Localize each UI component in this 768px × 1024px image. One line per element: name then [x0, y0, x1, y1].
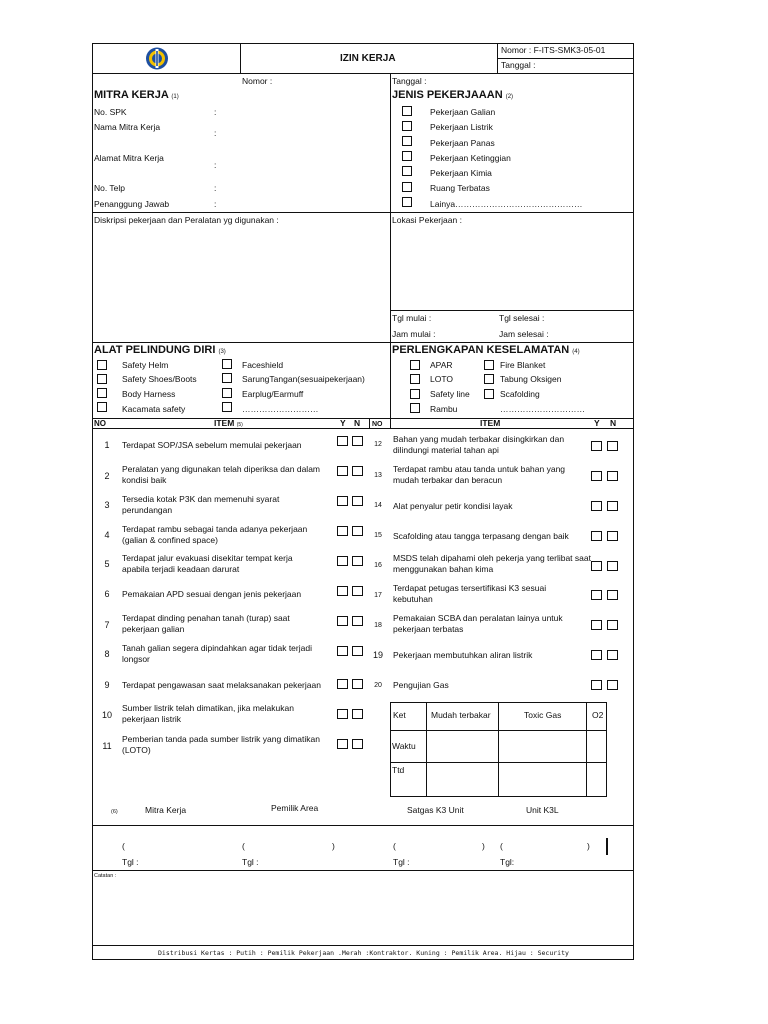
- mitra-colon: :: [214, 160, 217, 170]
- jam-mulai[interactable]: Jam mulai :: [392, 329, 436, 339]
- jenis-checkbox[interactable]: [402, 182, 412, 192]
- signature-date[interactable]: Tgl :: [393, 857, 410, 867]
- checklist-y-header: Y: [340, 418, 346, 428]
- checklist-item-text: Tersedia kotak P3K dan memenuhi syarat perundangan: [122, 494, 280, 515]
- apd-checkbox[interactable]: [97, 388, 107, 398]
- checkbox-no[interactable]: [352, 526, 363, 536]
- checklist-n-header: N: [354, 418, 361, 428]
- perlengkapan-label: LOTO: [430, 374, 453, 384]
- mitra-colon: :: [214, 128, 217, 138]
- form-date-label: Tanggal :: [501, 60, 536, 70]
- checklist-item-text: Alat penyalur petir kondisi layak: [393, 501, 513, 511]
- perlengkapan-label: Safety line: [430, 389, 470, 399]
- perlengkapan-checkbox[interactable]: [410, 403, 420, 413]
- signature-date[interactable]: Tgl :: [242, 857, 259, 867]
- checkbox-no[interactable]: [607, 471, 618, 481]
- checklist-item-header: ITEM (5): [214, 418, 243, 428]
- apd-label: Body Harness: [122, 389, 176, 399]
- apd-label: ………………………: [242, 404, 319, 414]
- checkbox-no[interactable]: [607, 501, 618, 511]
- perlengkapan-label: Tabung Oksigen: [500, 374, 562, 384]
- apd-checkbox[interactable]: [222, 359, 232, 369]
- signature-label-mitra: Mitra Kerja: [145, 805, 187, 815]
- waktu-divider: [390, 310, 634, 311]
- checklist-no-header: NO: [372, 421, 383, 428]
- signature-close-paren: ): [332, 841, 335, 851]
- signature-num: (6): [111, 809, 118, 815]
- checkbox-yes[interactable]: [591, 441, 602, 451]
- jenis-label: Lainya………………………………………: [430, 199, 583, 209]
- perlengkapan-label: Fire Blanket: [500, 360, 546, 370]
- checklist-item-text: Terdapat petugas tersertifikasi K3 sesuai kebutuhan: [393, 583, 547, 604]
- checklist-item-text: Terdapat SOP/JSA sebelum memulai pekerjaan: [122, 440, 302, 450]
- mitra-heading: MITRA KERJA (1): [94, 89, 179, 101]
- gas-header-o2: O2: [592, 710, 604, 720]
- checklist-no: 11: [102, 741, 112, 751]
- checklist-no: 13: [374, 472, 382, 479]
- jenis-label: Pekerjaan Listrik: [430, 122, 493, 132]
- mitra-field-telp[interactable]: No. Telp: [94, 183, 126, 193]
- mitra-field-pj[interactable]: Penanggung Jawab: [94, 199, 170, 209]
- mitra-colon: :: [214, 107, 217, 117]
- checklist-no: 19: [372, 650, 383, 660]
- jenis-label: Ruang Terbatas: [430, 183, 490, 193]
- checkbox-no[interactable]: [607, 590, 618, 600]
- gas-header-flammable: Mudah terbakar: [431, 710, 491, 720]
- checklist-item-text: Pemberian tanda pada sumber listrik yang dimatikan (LOTO): [122, 734, 320, 755]
- checklist-item-text: Terdapat rambu sebagai tanda adanya pekerjaan (galian & confined space): [122, 524, 308, 545]
- checkbox-no[interactable]: [607, 650, 618, 660]
- checklist-no: 7: [104, 620, 110, 630]
- apd-checkbox[interactable]: [222, 373, 232, 383]
- checkbox-no[interactable]: [607, 531, 618, 541]
- checkbox-yes[interactable]: [337, 496, 348, 506]
- checklist-header-bottom: [92, 428, 634, 429]
- perlengkapan-label: APAR: [430, 360, 453, 370]
- signature-close-paren: ): [587, 841, 590, 851]
- apd-checkbox[interactable]: [222, 388, 232, 398]
- checklist-no: 2: [104, 471, 110, 481]
- checkbox-yes[interactable]: [337, 739, 348, 749]
- signature-label-pemilik: Pemilik Area: [271, 803, 319, 813]
- its-logo: [144, 46, 170, 71]
- checklist-no: 9: [104, 680, 110, 690]
- checklist-no: 14: [374, 502, 382, 509]
- checklist-no-header: NO: [94, 419, 106, 428]
- gas-col: [498, 702, 499, 797]
- checkbox-no[interactable]: [607, 561, 618, 571]
- checkbox-yes[interactable]: [337, 436, 348, 446]
- checklist-item-text: Scafolding atau tangga terpasang dengan baik: [393, 531, 569, 541]
- catatan-label[interactable]: Catatan :: [94, 873, 117, 879]
- jenis-checkbox[interactable]: [402, 106, 412, 116]
- gas-row-ttd: Ttd: [392, 765, 405, 775]
- checklist-item-text: Terdapat pengawasan saat melaksanakan pekerjaan: [122, 680, 321, 690]
- apd-label: Earplug/Earmuff: [242, 389, 304, 399]
- checklist-no: 8: [104, 649, 110, 659]
- jenis-checkbox[interactable]: [402, 197, 412, 207]
- gas-row: [390, 762, 607, 763]
- form-title: IZIN KERJA: [340, 53, 396, 64]
- checklist-no: 20: [374, 682, 382, 689]
- jenis-label: Pekerjaan Ketinggian: [430, 153, 511, 163]
- signature-open-paren: (: [242, 841, 245, 851]
- perlengkapan-checkbox[interactable]: [484, 360, 494, 370]
- checkbox-yes[interactable]: [337, 586, 348, 596]
- checklist-n-header: N: [610, 418, 617, 428]
- header-divider: [92, 73, 634, 74]
- checklist-item-text: MSDS telah dipahami oleh pekerja yang terlibat saat menggunakan bahan kima: [393, 553, 591, 574]
- tanggal-field[interactable]: Tanggal :: [392, 76, 427, 86]
- distribution-note: Distribusi Kertas : Putih : Pemilik Pekerjaan .Merah :Kontraktor. Kuning : Pemilik Area. Hijau : Security: [158, 949, 569, 957]
- perlengkapan-heading: PERLENGKAPAN KESELAMATAN (4): [392, 344, 580, 356]
- checkbox-yes[interactable]: [337, 709, 348, 719]
- tgl-selesai[interactable]: Tgl selesai :: [499, 313, 545, 323]
- checkbox-no[interactable]: [607, 620, 618, 630]
- perlengkapan-label: …………………………: [500, 404, 585, 414]
- jenis-label: Pekerjaan Panas: [430, 138, 495, 148]
- checkbox-no[interactable]: [352, 709, 363, 719]
- checkbox-yes[interactable]: [337, 556, 348, 566]
- checklist-no: 12: [374, 441, 382, 448]
- perlengkapan-checkbox[interactable]: [484, 389, 494, 399]
- perlengkapan-checkbox[interactable]: [410, 360, 420, 370]
- apd-label: Faceshield: [242, 360, 284, 370]
- jenis-label: Pekerjaan Kimia: [430, 168, 492, 178]
- checklist-item-text: Pemakaian APD sesuai dengan jenis pekerjaan: [122, 589, 302, 599]
- checklist-no: 5: [104, 559, 110, 569]
- gas-row: [390, 730, 607, 731]
- gas-col: [426, 702, 427, 797]
- gas-row-waktu: Waktu: [392, 741, 416, 751]
- jam-selesai[interactable]: Jam selesai :: [499, 329, 549, 339]
- jenis-checkbox[interactable]: [402, 166, 412, 176]
- tgl-mulai[interactable]: Tgl mulai :: [392, 313, 432, 323]
- checklist-item-text: Sumber listrik telah dimatikan, jika melakukan pekerjaan listrik: [122, 703, 294, 724]
- checkbox-yes[interactable]: [337, 466, 348, 476]
- signature-date[interactable]: Tgl:: [500, 857, 515, 867]
- nomor-field[interactable]: Nomor :: [242, 76, 273, 86]
- checkbox-no[interactable]: [352, 679, 363, 689]
- checklist-item-text: Terdapat rambu atau tanda untuk bahan yang mudah terbakar dan beracun: [393, 464, 566, 485]
- jenis-checkbox[interactable]: [402, 121, 412, 131]
- jenis-label: Pekerjaan Galian: [430, 107, 496, 117]
- apd-checkbox[interactable]: [97, 374, 107, 384]
- checkbox-no[interactable]: [352, 496, 363, 506]
- mitra-field-alamat[interactable]: Alamat Mitra Kerja: [94, 153, 164, 163]
- checklist-item-text: Terdapat jalur evakuasi disekitar tempat kerja apabila terjadi keadaan darurat: [122, 553, 293, 574]
- lokasi-label[interactable]: Lokasi Pekerjaan :: [392, 215, 462, 225]
- checklist-item-text: Bahan yang mudah terbakar disingkirkan dan dilindungi material tahan api: [393, 434, 565, 455]
- signature-label-satgas: Satgas K3 Unit: [407, 805, 464, 815]
- checkbox-no[interactable]: [352, 586, 363, 596]
- signature-divider: [92, 825, 634, 826]
- checklist-no: 16: [374, 562, 382, 569]
- gas-header-toxic: Toxic Gas: [524, 710, 562, 720]
- apd-label: SarungTangan(sesuaipekerjaan): [242, 374, 365, 384]
- checkbox-no[interactable]: [352, 556, 363, 566]
- header-row-split: [497, 58, 634, 59]
- apd-label: Kacamata safety: [122, 404, 186, 414]
- apd-checkbox[interactable]: [97, 360, 107, 370]
- apd-label: Safety Shoes/Boots: [122, 374, 197, 384]
- checkbox-no[interactable]: [352, 436, 363, 446]
- jenis-checkbox[interactable]: [402, 136, 412, 146]
- checkbox-no[interactable]: [352, 739, 363, 749]
- checklist-divider: [92, 418, 634, 419]
- jenis-checkbox[interactable]: [402, 151, 412, 161]
- section-divider: [92, 342, 634, 343]
- signature-close-paren: ): [482, 841, 485, 851]
- checklist-item-text: Pengujian Gas: [393, 680, 449, 690]
- perlengkapan-checkbox[interactable]: [410, 374, 420, 384]
- footer-divider: [92, 945, 634, 946]
- signature-open-paren: (: [500, 841, 503, 851]
- checklist-item-text: Terdapat dinding penahan tanah (turap) saat pekerjaan galian: [122, 613, 290, 634]
- checklist-item-text: Peralatan yang digunakan telah diperiksa dan dalam kondisi baik: [122, 464, 320, 485]
- checkbox-no[interactable]: [607, 441, 618, 451]
- checkbox-yes[interactable]: [591, 561, 602, 571]
- checkbox-no[interactable]: [352, 616, 363, 626]
- perlengkapan-label: Rambu: [430, 404, 458, 414]
- perlengkapan-label: Scafolding: [500, 389, 540, 399]
- checkbox-no[interactable]: [352, 466, 363, 476]
- checklist-col-divider: [390, 418, 391, 428]
- form-number-label: Nomor : F-ITS-SMK3-05-01: [501, 45, 606, 55]
- gas-header-ket: Ket: [393, 710, 406, 720]
- checklist-item-text: Tanah galian segera dipindahkan agar tidak terjadi longsor: [122, 643, 312, 664]
- deskripsi-label[interactable]: Diskripsi pekerjaan dan Peralatan yg digunakan :: [94, 215, 279, 225]
- gas-col: [586, 702, 587, 797]
- apd-label: Safety Helm: [122, 360, 169, 370]
- jenis-heading: JENIS PEKERJAAAN (2): [392, 89, 514, 101]
- mitra-field-nama[interactable]: Nama Mitra Kerja: [94, 122, 161, 132]
- mitra-colon: :: [214, 199, 217, 209]
- mitra-field-spk[interactable]: No. SPK: [94, 107, 127, 117]
- mitra-colon: :: [214, 183, 217, 193]
- apd-checkbox[interactable]: [222, 402, 232, 412]
- signature-open-paren: (: [393, 841, 396, 851]
- signature-label-k3l: Unit K3L: [526, 805, 559, 815]
- apd-heading: ALAT PELINDUNG DIRI (3): [94, 344, 226, 356]
- checklist-no: 18: [374, 622, 382, 629]
- checklist-no: 4: [104, 530, 110, 540]
- checkbox-yes[interactable]: [591, 471, 602, 481]
- checklist-no: 6: [104, 589, 110, 599]
- checkbox-yes[interactable]: [591, 590, 602, 600]
- checklist-no: 10: [101, 710, 112, 720]
- perlengkapan-checkbox[interactable]: [484, 374, 494, 384]
- section-divider: [92, 212, 634, 213]
- apd-checkbox[interactable]: [97, 402, 107, 412]
- signature-open-paren: (: [122, 841, 125, 851]
- checklist-no: 3: [104, 500, 110, 510]
- checkbox-no[interactable]: [607, 680, 618, 690]
- checkbox-yes[interactable]: [591, 501, 602, 511]
- checklist-no: 1: [104, 440, 110, 450]
- checkbox-no[interactable]: [352, 646, 363, 656]
- perlengkapan-checkbox[interactable]: [410, 389, 420, 399]
- main-col-divider: [390, 73, 391, 419]
- checklist-y-header: Y: [594, 418, 600, 428]
- checklist-item-text: Pemakaian SCBA dan peralatan lainya untuk pekerjaan terbatas: [393, 613, 563, 634]
- signature-bar: [606, 838, 608, 855]
- checkbox-yes[interactable]: [591, 680, 602, 690]
- checkbox-yes[interactable]: [591, 650, 602, 660]
- signature-date[interactable]: Tgl :: [122, 857, 139, 867]
- checklist-no: 15: [374, 532, 382, 539]
- header-col-1: [240, 43, 241, 73]
- checkbox-yes[interactable]: [337, 616, 348, 626]
- checkbox-yes[interactable]: [337, 646, 348, 656]
- checklist-no: 17: [374, 592, 382, 599]
- checklist-item-header: ITEM: [480, 418, 501, 428]
- checkbox-yes[interactable]: [591, 620, 602, 630]
- checkbox-yes[interactable]: [591, 531, 602, 541]
- checkbox-yes[interactable]: [337, 526, 348, 536]
- catatan-divider: [92, 870, 634, 871]
- checkbox-yes[interactable]: [337, 679, 348, 689]
- checklist-col-divider: [369, 418, 370, 428]
- checklist-item-text: Pekerjaan membutuhkan aliran listrik: [393, 650, 533, 660]
